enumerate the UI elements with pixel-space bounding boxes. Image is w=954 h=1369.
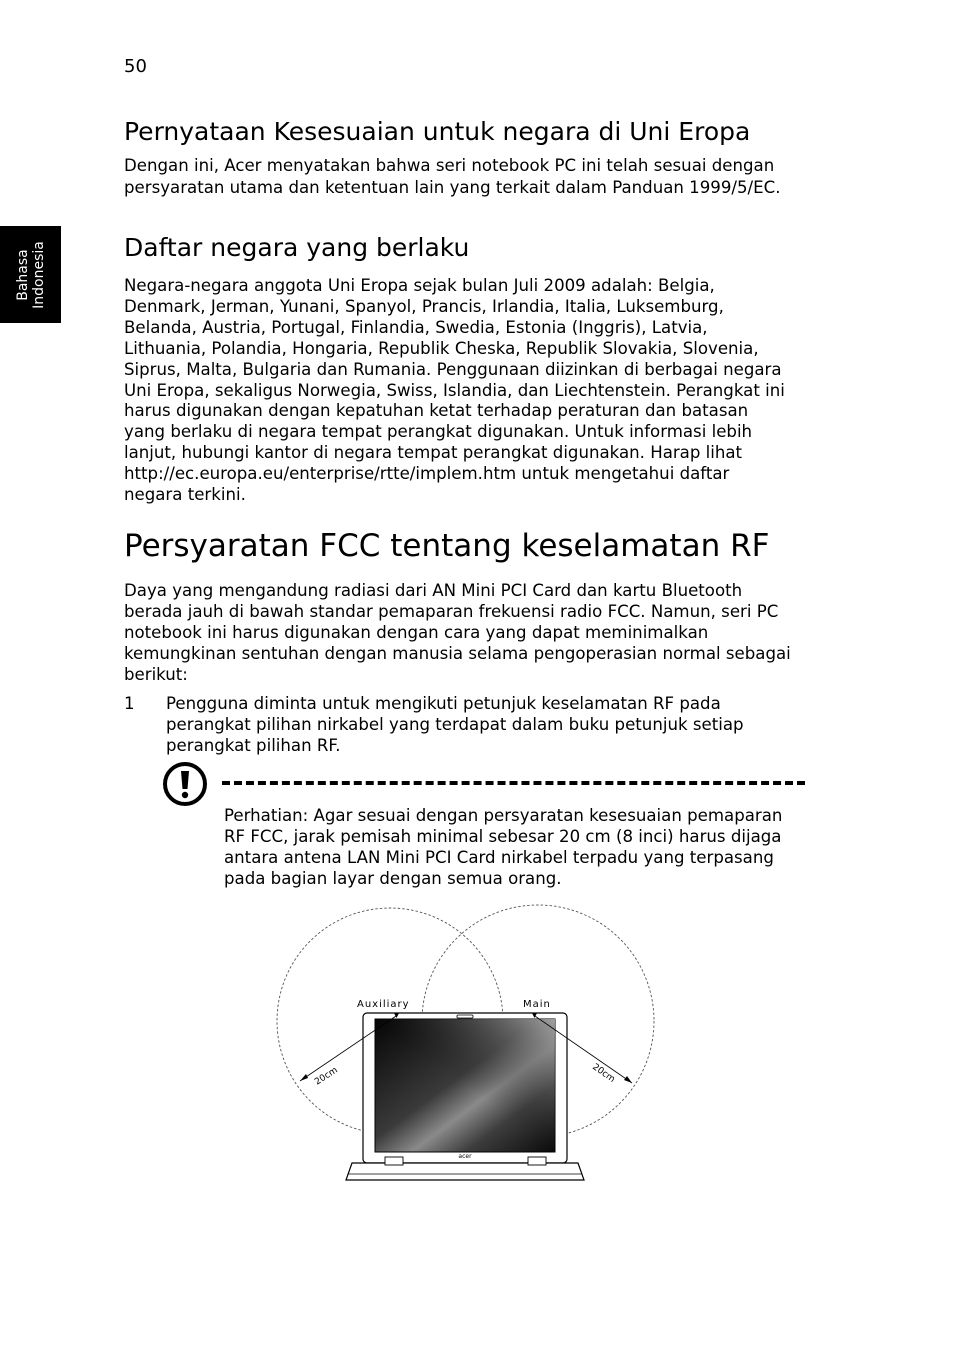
language-side-tab <box>0 226 61 323</box>
laptop-base <box>346 1163 584 1180</box>
list-item-body <box>166 694 806 757</box>
text-line: lanjut, hubungi kantor di negara tempat perangkat digunakan. Harap lihat <box>124 443 743 463</box>
text-line: persyaratan utama dan ketentuan lain yang terkait dalam Panduan 1999/5/EC. <box>124 177 781 197</box>
text-line: Lithuania, Polandia, Hongaria, Republik Cheska, Republik Slovakia, Slovenia, <box>124 338 759 358</box>
section-heading-fcc-rf-safety: Persyaratan FCC tentang keselamatan RF <box>124 528 770 564</box>
caution-note <box>224 806 804 890</box>
auxiliary-label: Auxiliary <box>357 999 410 1010</box>
text-line: berikut: <box>124 664 188 684</box>
laptop-logo: acer <box>458 1153 472 1160</box>
text-line <box>224 806 804 827</box>
text-line: Denmark, Jerman, Yunani, Spanyol, Prancis, Irlandia, Italia, Luksemburg, <box>124 296 724 316</box>
note-divider <box>222 781 805 785</box>
text-line: pada bagian layar dengan semua orang. <box>224 868 562 888</box>
side-tab-line1: Bahasa <box>14 248 31 301</box>
note-first-line: : Agar sesuai dengan persyaratan kesesuaian pemaparan <box>302 806 783 825</box>
text-line: notebook ini harus digunakan dengan cara yang dapat meminimalkan <box>124 622 709 642</box>
list-item-number: 1 <box>124 694 135 713</box>
text-line: Dengan ini, Acer menyatakan bahwa seri notebook PC ini telah sesuai dengan <box>124 156 775 175</box>
country-list-paragraph <box>124 276 814 506</box>
main-label: Main <box>523 999 551 1010</box>
text-line: Uni Eropa, sekaligus Norwegia, Swiss, Islandia, dan Liechtenstein. Perangkat ini <box>124 380 785 400</box>
text-line: Siprus, Malta, Bulgaria dan Rumania. Penggunaan diizinkan di berbagai negara <box>124 359 782 379</box>
text-line: yang berlaku di negara tempat perangkat digunakan. Untuk informasi lebih <box>124 422 753 442</box>
text-line: Pengguna diminta untuk mengikuti petunjuk keselamatan RF pada <box>166 694 721 713</box>
right-distance-label: 20cm <box>590 1062 617 1085</box>
text-line: Daya yang mengandung radiasi dari AN Mini PCI Card dan kartu Bluetooth <box>124 581 743 600</box>
text-line: antara antena LAN Mini PCI Card nirkabel terpadu yang terpasang <box>224 847 774 867</box>
text-line: harus digunakan dengan kepatuhan ketat terhadap peraturan dan batasan <box>124 401 749 421</box>
page-number: 50 <box>124 56 147 77</box>
text-line: RF FCC, jarak pemisah minimal sebesar 20 cm (8 inci) harus dijaga <box>224 826 782 846</box>
text-line: negara terkini. <box>124 485 246 505</box>
eu-conformity-paragraph <box>124 156 814 199</box>
antenna-distance-figure <box>270 893 670 1197</box>
text-line: berada jauh di bawah standar pemaparan frekuensi radio FCC. Namun, seri PC <box>124 601 779 621</box>
side-tab-line2: Indonesia <box>30 240 47 309</box>
text-line: Belanda, Austria, Portugal, Finlandia, Swedia, Estonia (Inggris), Latvia, <box>124 317 708 337</box>
note-label: Perhatian <box>224 806 303 825</box>
section-heading-country-list: Daftar negara yang berlaku <box>124 233 470 262</box>
text-line: Negara-negara anggota Uni Eropa sejak bulan Juli 2009 adalah: Belgia, <box>124 276 715 295</box>
text-line: perangkat pilihan nirkabel yang terdapat dalam buku petunjuk setiap <box>166 714 744 734</box>
text-line: http://ec.europa.eu/enterprise/rtte/implem.htm untuk mengetahui daftar <box>124 464 730 484</box>
fcc-paragraph <box>124 581 814 686</box>
text-line: kemungkinan sentuhan dengan manusia selama pengoperasian normal sebagai <box>124 643 791 663</box>
section-heading-eu-conformity: Pernyataan Kesesuaian untuk negara di Uni Eropa <box>124 117 751 146</box>
exclamation-circle-icon <box>161 760 209 812</box>
side-tab-label <box>15 241 47 309</box>
left-distance-label: 20cm <box>313 1065 340 1088</box>
text-line: perangkat pilihan RF. <box>166 735 341 755</box>
